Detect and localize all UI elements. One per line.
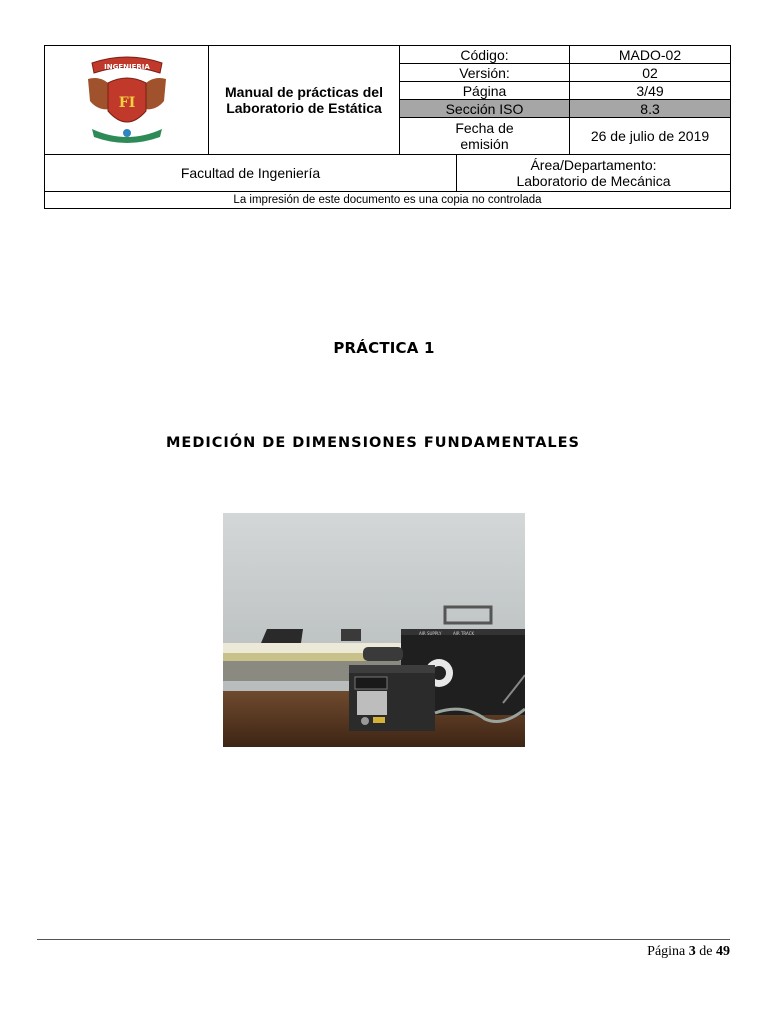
footer-total-pages: 49 <box>716 944 730 959</box>
unam-fi-shield-icon <box>82 49 172 149</box>
manual-title-line2: Laboratorio de Estática <box>226 100 382 116</box>
area-label: Área/Departamento: <box>530 157 657 173</box>
manual-title <box>209 46 400 155</box>
footer-divider <box>37 939 730 940</box>
footer-of-word: de <box>699 944 713 959</box>
practice-subtitle: MEDICIÓN DE DIMENSIONES FUNDAMENTALES <box>165 435 580 451</box>
logo-cell <box>45 46 209 155</box>
faculty-name: Facultad de Ingeniería <box>45 155 457 192</box>
issue-date-label-line1: Fecha de <box>455 120 514 136</box>
code-value: MADO-02 <box>570 46 731 64</box>
glider <box>261 629 303 643</box>
version-label: Versión: <box>400 64 570 82</box>
iso-section-value: 8.3 <box>570 100 731 118</box>
version-value: 02 <box>570 64 731 82</box>
area-value: Laboratorio de Mecánica <box>516 173 671 189</box>
iso-section-label: Sección ISO <box>400 100 570 118</box>
footer-page-word: Página <box>647 944 686 959</box>
issue-date-value: 26 de julio de 2019 <box>570 118 731 155</box>
practice-title: PRÁCTICA 1 <box>333 339 435 357</box>
uncontrolled-copy-note: La impresión de este documento es una copia no controlada <box>45 192 731 209</box>
timer-front-panel <box>357 691 387 715</box>
document-header-table <box>44 45 731 209</box>
issue-date-label <box>400 118 570 155</box>
photogate <box>341 629 361 641</box>
lab-equipment-photo <box>223 513 525 747</box>
footer-current-page: 3 <box>688 944 696 959</box>
area-department <box>457 155 731 192</box>
issue-date-label-line2: emisión <box>460 136 509 152</box>
page-value: 3/49 <box>570 82 731 100</box>
page-footer <box>647 944 730 960</box>
air-supply-label: AIR SUPPLY <box>419 631 442 636</box>
manual-title-line1: Manual de prácticas del <box>225 84 383 100</box>
page-label: Página <box>400 82 570 100</box>
air-track-label: AIR TRACK <box>453 631 475 636</box>
code-label: Código: <box>400 46 570 64</box>
logo-emblem-text: FI <box>118 94 135 111</box>
logo-banner-text: INGENIERIA <box>103 62 150 71</box>
